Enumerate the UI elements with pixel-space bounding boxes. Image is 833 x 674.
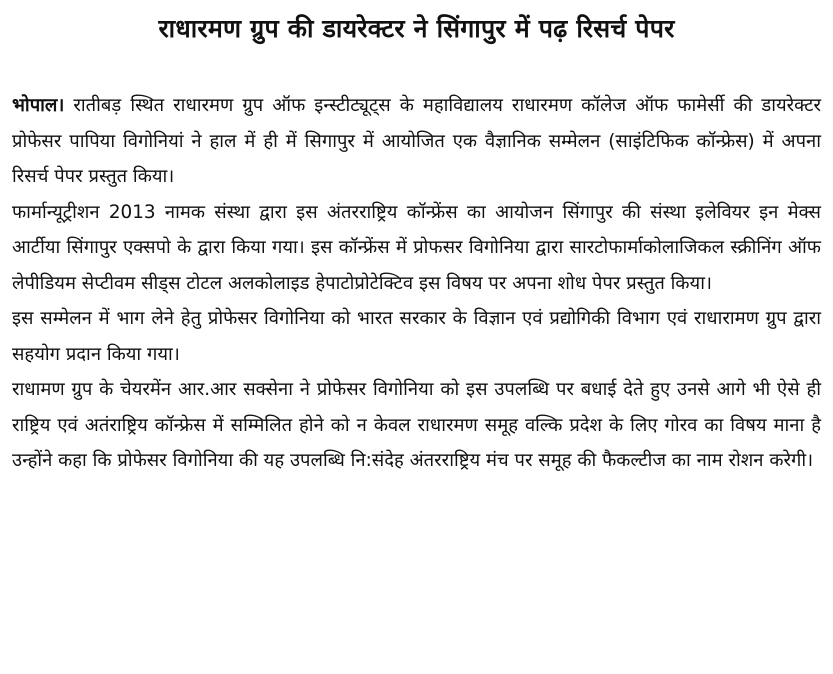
article-headline: राधारमण ग्रुप की डायरेक्टर ने सिंगापुर में पढ़ रिसर्च पेपर	[158, 14, 675, 43]
paragraph-text: रातीबड़ स्थित राधारमण ग्रुप ऑफ इन्स्टीट्यूट्स के महाविद्यालय राधारमण कॉलेज ऑफ फामेर्सी की डायरेक्टर प्रोफेसर पापिया विगोनियां ने हाल में ही में सिगापुर में आयोजित एक वैज्ञानिक सम्मेलन (साइंटिफिक कॉन्फ्रेस) में अपना रिसर्च पेपर प्रस्तुत किया।	[12, 95, 821, 187]
article-paragraph: इस सम्मेलन में भाग लेने हेतु प्रोफेसर विगोनिया को भारत सरकार के विज्ञान एवं प्रद्योगिकी विभाग एवं राधारामण ग्रुप द्वारा सहयोग प्रदान किया गया।	[12, 308, 821, 365]
article-body	[12, 88, 821, 479]
dateline: भोपाल।	[12, 95, 65, 116]
article-paragraph	[12, 88, 821, 195]
article-paragraph: राधामण ग्रुप के चेयरमेंन आर.आर सक्सेना ने प्रोफेसर विगोनिया को इस उपलब्धि पर बधाई देते हुए उनसे आगे भी ऐसे ही राष्ट्रिय एवं अतंराष्ट्रिय कॉन्फ्रेस में सम्मिलित होने को न केवल राधारमण समूह वल्कि प्रदेश के लिए गोरव का विषय माना है उन्होंने कहा कि प्रोफेसर विगोनिया की यह उपलब्धि नि:संदेह अंतरराष्ट्रिय मंच पर समूह की फैकल्टीज का नाम रोशन करेगी।	[12, 379, 821, 471]
article-paragraph: फार्मान्यूट्रीशन 2013 नामक संस्था द्वारा इस अंतरराष्ट्रिय कॉन्फ्रेंस का आयोजन सिंगापुर की संस्था इलेवियर इन मेक्स आर्टीया सिंगापुर एक्सपो के द्वारा किया गया। इस कॉन्फ्रेंस में प्रोफसर विगोनिया द्वारा सारटोफार्माकोलाजिकल स्क्रीनिंग ऑफ लेपीडियम सेप्टीवम सीड्स टोटल अलकोलाइड हेपाटोप्रोटेक्टिव इस विषय पर अपना शोध पेपर प्रस्तुत किया।	[12, 201, 821, 294]
